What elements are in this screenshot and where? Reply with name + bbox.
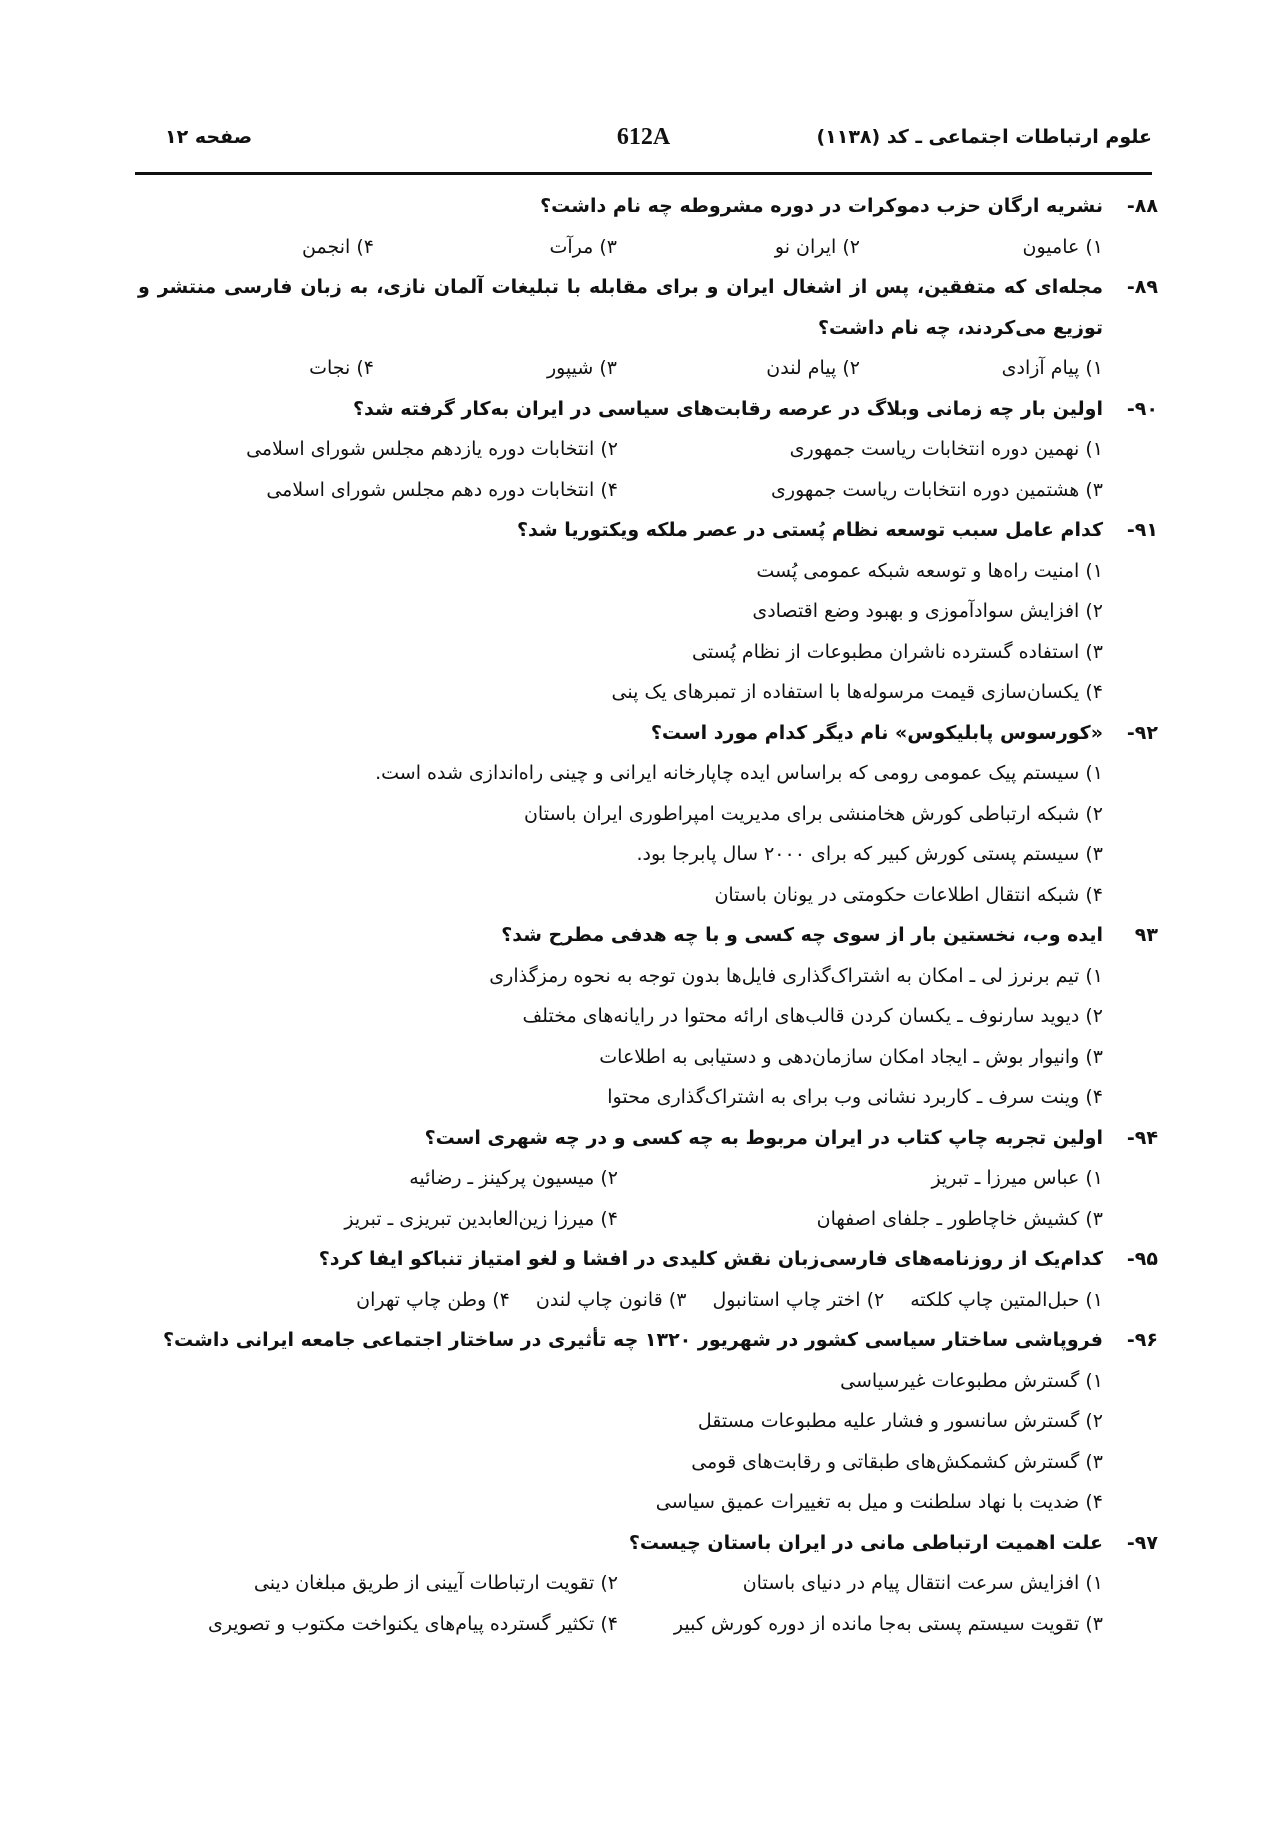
options [128,348,1158,389]
question-number: ۸۹- [1126,276,1158,298]
option-3[interactable]: ۳) شیپور [546,357,617,379]
options-row-1 [128,1158,1158,1199]
option-1[interactable]: ۱) پیام آزادی [1001,357,1103,379]
option-3[interactable]: ۳) وانیوار بوش ـ ایجاد امکان سازمان‌دهی و دستیابی به اطلاعات [599,1045,1103,1068]
question-number: ۹۳ [1134,924,1158,946]
question-94 [128,1118,1158,1240]
exam-title: علوم ارتباطات اجتماعی ـ کد (۱۱۳۸) [816,126,1152,148]
question-number: ۹۰- [1126,397,1158,420]
options [128,1361,1158,1523]
question-97 [128,1523,1158,1645]
question-number: ۹۵- [1126,1248,1158,1270]
option-3[interactable]: ۳) مرآت [549,235,617,258]
option-1[interactable]: ۱) سیستم پیک عمومی رومی که براساس ایده چاپارخانه ایرانی و چینی راه‌اندازی شده است. [375,762,1103,784]
options [128,227,1158,268]
option-3[interactable]: ۳) استفاده گسترده ناشران مطبوعات از نظام پُستی [691,640,1103,663]
booklet-code: 612A [616,124,671,150]
option-4[interactable]: ۴) نجات [309,357,374,379]
question-89 [128,267,1158,389]
question-number: ۸۸- [1126,195,1158,217]
options-row-1 [128,429,1158,470]
option-1[interactable]: ۱) تیم برنرز لی ـ امکان به اشتراک‌گذاری فایل‌ها بدون توجه به نحوه رمزگذاری [489,964,1103,987]
option-3[interactable]: ۳) سیستم پستی کورش کبیر که برای ۲۰۰۰ سال پابرجا بود. [636,843,1103,865]
question-text: کدام‌یک از روزنامه‌های فارسی‌زبان نقش کلیدی در افشا و لغو امتیاز تنباکو ایفا کرد؟ [318,1248,1103,1270]
options-row-2 [128,470,1158,511]
question-text: مجله‌ای که متفقین، پس از اشغال ایران و برای مقابله با تبلیغات آلمان نازی، به زبان فارسی منتشر و توزیع می‌کردند، چه نام داشت؟ [138,276,1103,339]
options-row-2 [128,1604,1158,1645]
option-2[interactable]: ۲) اختر چاپ استانبول [712,1288,885,1311]
question-93 [128,915,1158,1118]
option-1[interactable]: ۱) نهمین دوره انتخابات ریاست جمهوری [789,438,1103,460]
option-4[interactable]: ۴) ضدیت با نهاد سلطنت و میل به تغییرات عمیق سیاسی [655,1491,1103,1513]
option-3[interactable]: ۳) هشتمین دوره انتخابات ریاست جمهوری [771,478,1103,501]
option-4[interactable]: ۴) انتخابات دوره دهم مجلس شورای اسلامی [266,478,618,501]
option-4[interactable]: ۴) تکثیر گسترده پیام‌های یکنواخت مکتوب و تصویری [207,1612,618,1635]
question-92 [128,713,1158,916]
option-4[interactable]: ۴) انجمن [302,235,374,258]
question-90 [128,389,1158,511]
option-3[interactable]: ۳) گسترش کشمکش‌های طبقاتی و رقابت‌های قومی [691,1450,1103,1473]
question-88 [128,186,1158,267]
question-text: اولین تجربه چاپ کتاب در ایران مربوط به چه کسی و در چه شهری است؟ [424,1126,1103,1149]
option-3[interactable]: ۳) تقویت سیستم پستی به‌جا مانده از دوره کورش کبیر [673,1612,1103,1635]
option-2[interactable]: ۲) انتخابات دوره یازدهم مجلس شورای اسلامی [246,438,618,460]
question-96 [128,1320,1158,1523]
question-text: اولین بار چه زمانی وبلاگ در عرصه رقابت‌های سیاسی در ایران به‌کار گرفته شد؟ [352,397,1103,420]
option-2[interactable]: ۲) گسترش سانسور و فشار علیه مطبوعات مستقل [697,1410,1103,1432]
option-2[interactable]: ۲) افزایش سوادآموزی و بهبود وضع اقتصادی [752,600,1103,622]
question-91 [128,510,1158,713]
page-header [135,120,1152,172]
options [128,956,1158,1118]
question-95 [128,1239,1158,1320]
question-text: «کورسوس پابلیکوس» نام دیگر کدام مورد است؟ [650,721,1103,744]
option-2[interactable]: ۲) شبکه ارتباطی کورش هخامنشی برای مدیریت امپراطوری ایران باستان [523,802,1103,825]
options [128,753,1158,915]
question-text: ایده وب، نخستین بار از سوی چه کسی و با چه هدفی مطرح شد؟ [501,924,1103,946]
option-1[interactable]: ۱) عامیون [1022,235,1103,258]
option-2[interactable]: ۲) پیام لندن [766,357,860,379]
option-4[interactable]: ۴) یکسان‌سازی قیمت مرسوله‌ها با استفاده از تمبرهای یک پنی [611,681,1103,703]
option-1[interactable]: ۱) حبل‌المتین چاپ کلکته [910,1288,1103,1311]
option-1[interactable]: ۱) افزایش سرعت انتقال پیام در دنیای باستان [742,1572,1103,1594]
question-list [128,186,1158,1644]
option-2[interactable]: ۲) ایران نو [774,235,860,258]
question-number: ۹۱- [1126,519,1158,541]
header-divider [135,172,1152,175]
option-4[interactable]: ۴) وینت سرف ـ کاربرد نشانی وب برای به اشتراک‌گذاری محتوا [607,1086,1103,1108]
option-4[interactable]: ۴) شبکه انتقال اطلاعات حکومتی در یونان باستان [714,883,1103,906]
options [128,1280,1158,1321]
question-text: نشریه ارگان حزب دموکرات در دوره مشروطه چه نام داشت؟ [540,195,1103,217]
question-number: ۹۷- [1126,1531,1158,1554]
option-2[interactable]: ۲) میسیون پرکینز ـ رضائیه [409,1167,618,1189]
options-row-2 [128,1199,1158,1240]
question-text: کدام عامل سبب توسعه نظام پُستی در عصر ملکه ویکتوریا شد؟ [517,519,1103,541]
option-3[interactable]: ۳) کشیش خاچاطور ـ جلفای اصفهان [816,1207,1103,1230]
question-number: ۹۶- [1126,1329,1158,1351]
option-4[interactable]: ۴) میرزا زین‌العابدین تبریزی ـ تبریز [344,1207,618,1230]
question-text: علت اهمیت ارتباطی مانی در ایران باستان چیست؟ [628,1531,1103,1554]
page-number: صفحه ۱۲ [165,126,253,148]
options-row-1 [128,1563,1158,1604]
option-2[interactable]: ۲) تقویت ارتباطات آیینی از طریق مبلغان دینی [253,1572,618,1594]
option-1[interactable]: ۱) عباس میرزا ـ تبریز [931,1167,1103,1189]
option-4[interactable]: ۴) وطن چاپ تهران [356,1288,510,1311]
question-text: فروپاشی ساختار سیاسی کشور در شهریور ۱۳۲۰ چه تأثیری در ساختار اجتماعی جامعه ایرانی داشت؟ [163,1329,1103,1351]
question-number: ۹۴- [1126,1126,1158,1149]
option-3[interactable]: ۳) قانون چاپ لندن [535,1288,687,1311]
question-number: ۹۲- [1126,721,1158,744]
option-1[interactable]: ۱) امنیت راه‌ها و توسعه شبکه عمومی پُست [756,559,1103,582]
options [128,551,1158,713]
option-2[interactable]: ۲) دیوید سارنوف ـ یکسان کردن قالب‌های ارائه محتوا در رایانه‌های مختلف [522,1005,1103,1027]
option-1[interactable]: ۱) گسترش مطبوعات غیرسیاسی [840,1369,1103,1392]
